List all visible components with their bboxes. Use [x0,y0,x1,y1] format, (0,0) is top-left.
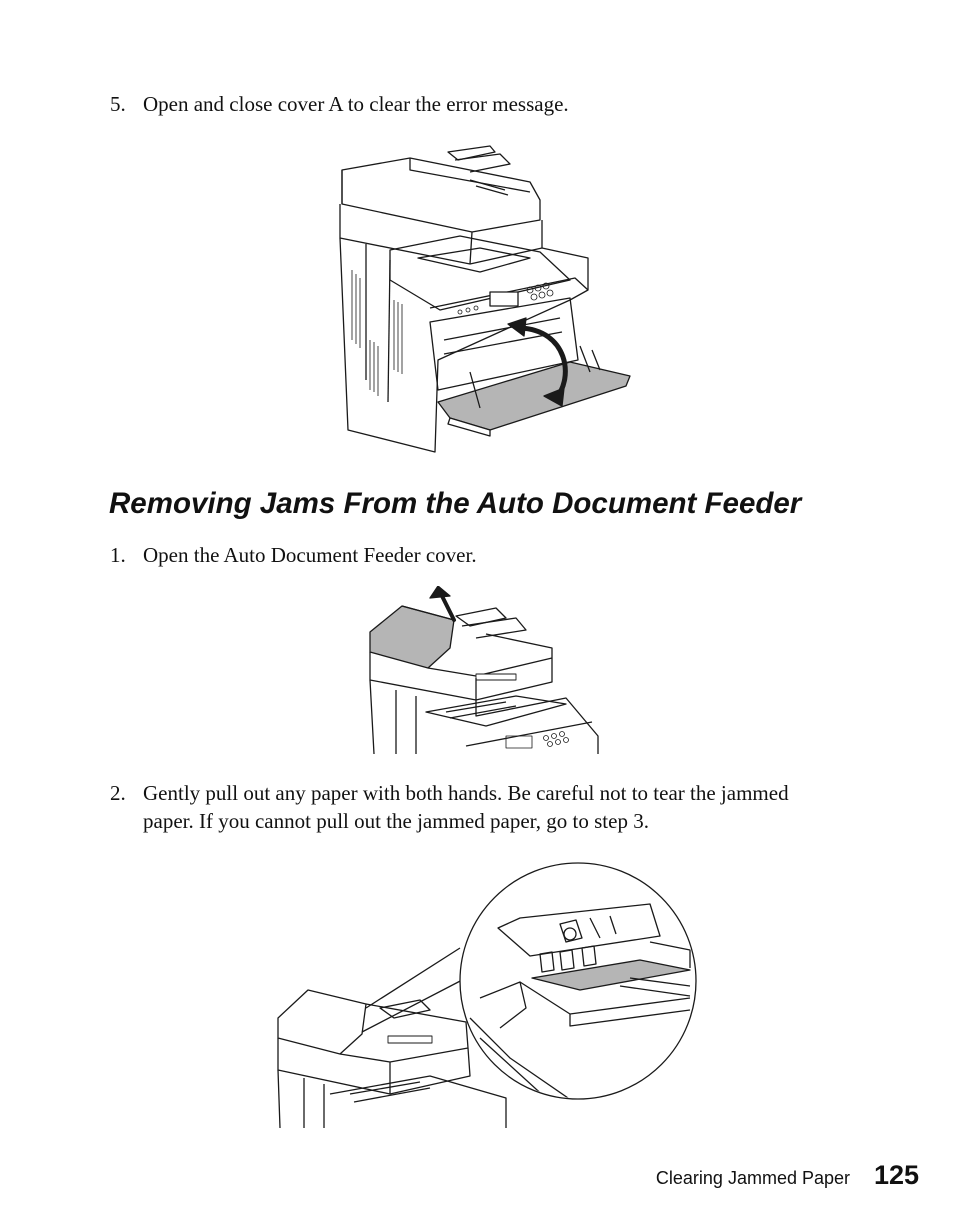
step-text: Gently pull out any paper with both hands. Be careful not to tear the jammed paper. If you cannot pull out the jammed paper, go to step 3. [143,781,789,833]
step-number: 2. [110,781,126,805]
page-number: 125 [873,1160,919,1190]
footer-chapter-title: Clearing Jammed Paper [655,1168,850,1188]
step-number: 1. [110,543,126,567]
step-text: Open and close cover A to clear the error message. [143,92,569,116]
printer-cover-a-illustration [330,140,640,460]
step-text: Open the Auto Document Feeder cover. [143,543,477,567]
step-5 [110,90,840,118]
adf-cover-open-illustration [366,586,602,756]
step-1 [110,541,840,569]
section-heading: Removing Jams From the Auto Document Feeder [109,487,802,520]
step-2 [110,779,840,835]
step-number: 5. [110,92,126,116]
adf-jammed-paper-detail-illustration [270,858,700,1130]
